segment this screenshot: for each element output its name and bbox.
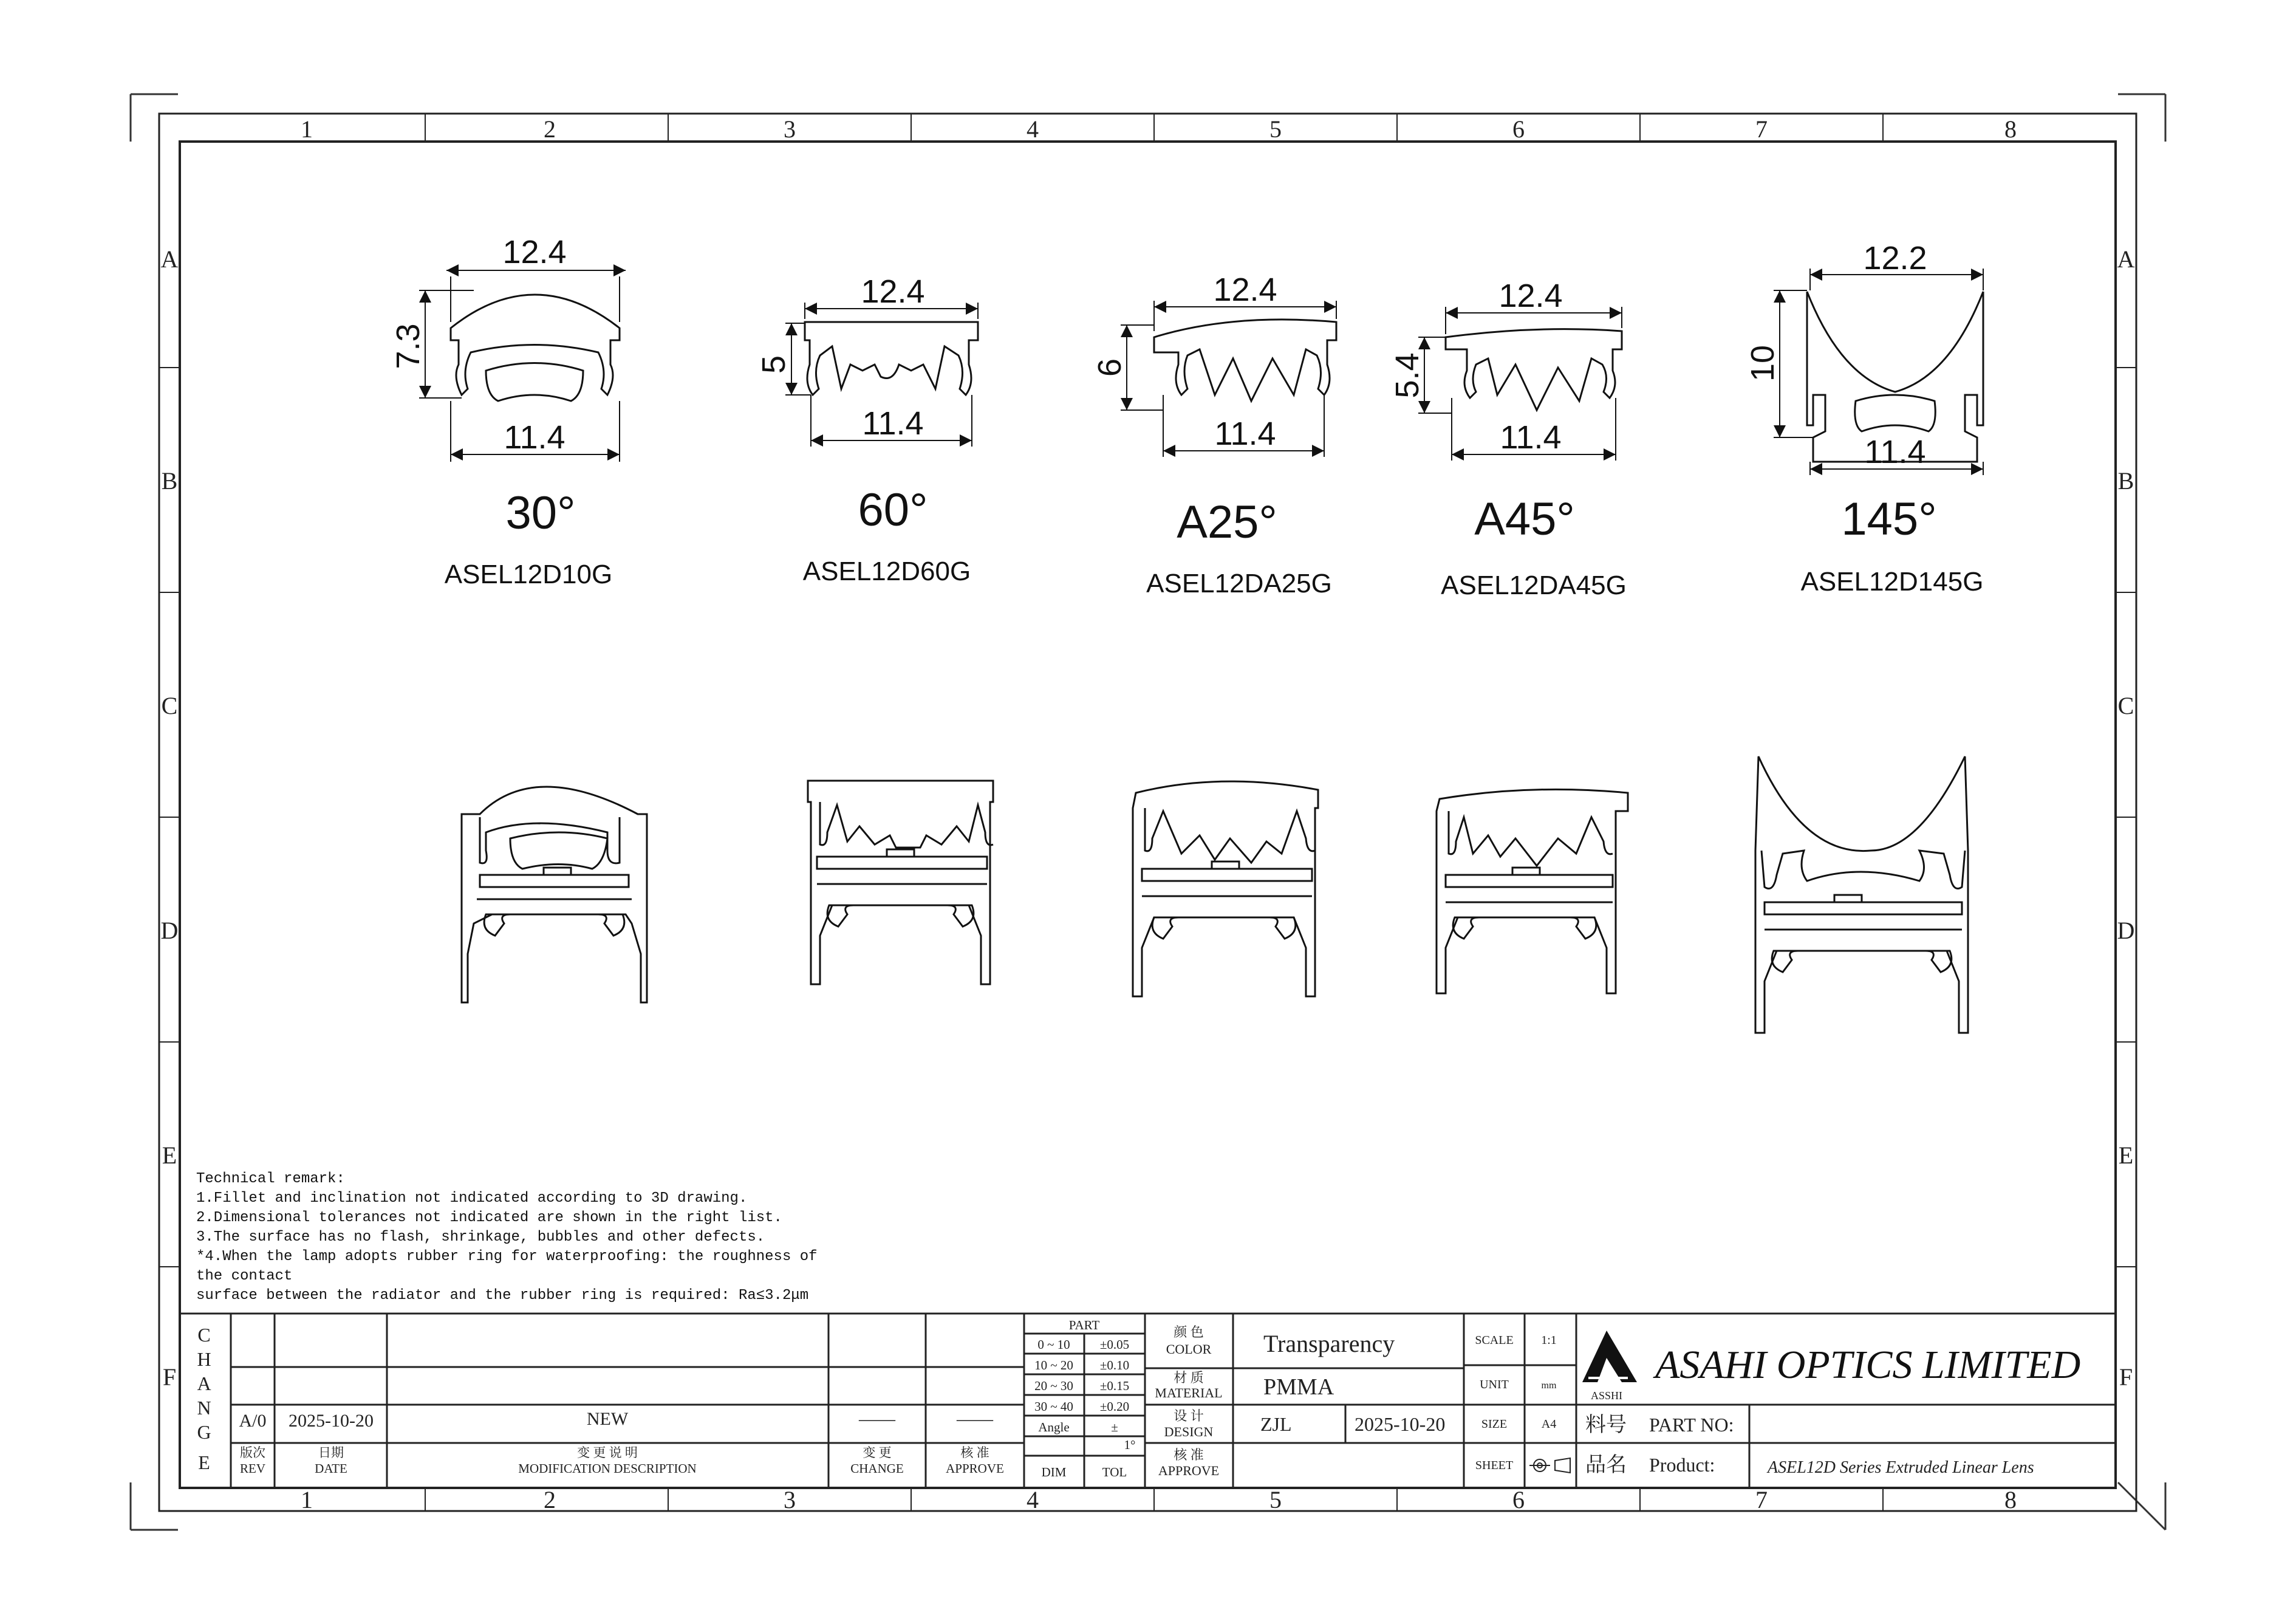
tol-range: 10 ~ 20 <box>1034 1358 1073 1372</box>
row-label: C <box>161 692 178 719</box>
col-label: 5 <box>1269 115 1282 143</box>
approve-header: APPROVE <box>946 1461 1004 1476</box>
row-ticks <box>159 368 2136 1267</box>
row-label: D <box>2117 917 2135 944</box>
approve2-label: APPROVE <box>1158 1463 1220 1478</box>
tol-header: TOL <box>1102 1465 1127 1479</box>
size-value: A4 <box>1541 1417 1557 1431</box>
part-no-label-cn: 料号 <box>1585 1414 1627 1436</box>
unit-label: UNIT <box>1480 1378 1509 1391</box>
scale-label: SCALE <box>1475 1334 1514 1347</box>
top-width-dim: 12.2 <box>1863 240 1927 276</box>
col-label: 4 <box>1027 1486 1039 1513</box>
lens-section-30 <box>451 295 620 401</box>
model-number: ASEL12DA45G <box>1441 570 1627 600</box>
model-number: ASEL12D145G <box>1800 567 1984 597</box>
angle-tol: ± <box>1111 1420 1118 1434</box>
assembly-a45deg <box>1437 789 1628 993</box>
col-label: 2 <box>544 115 556 143</box>
beam-angle-label: 30° <box>505 487 576 539</box>
material-label: MATERIAL <box>1155 1385 1223 1400</box>
date-value: 2025-10-20 <box>289 1411 374 1431</box>
remark-line: surface between the radiator and the rubber ring is required: Ra≤3.2μm <box>196 1287 809 1304</box>
projection-symbol-icon <box>1529 1458 1570 1473</box>
color-label: COLOR <box>1166 1341 1212 1357</box>
approve-value: —— <box>957 1409 993 1429</box>
remark-line: 2.Dimensional tolerances not indicated are shown in the right list. <box>196 1210 782 1226</box>
rev-value: A/0 <box>239 1411 267 1431</box>
height-dim: 5 <box>756 355 792 374</box>
tol-value: ±0.20 <box>1099 1399 1130 1414</box>
col-label: 7 <box>1755 1486 1768 1513</box>
change-letter: G <box>197 1421 211 1443</box>
col-label: 1 <box>301 1486 313 1513</box>
desc-header-cn: 变 更 说 明 <box>577 1445 638 1460</box>
size-label: SIZE <box>1481 1417 1508 1431</box>
row-label: B <box>2117 467 2134 495</box>
rev-header-cn: 版次 <box>240 1445 265 1460</box>
company-logo <box>1582 1331 1637 1402</box>
assembly-30deg <box>462 787 647 1002</box>
product-label: Product: <box>1649 1454 1715 1476</box>
angle-label: Angle <box>1038 1420 1070 1434</box>
assembly-145deg <box>1755 756 1968 1033</box>
change-letter: E <box>198 1451 210 1473</box>
scale-value: 1:1 <box>1541 1334 1557 1347</box>
col-label: 2 <box>544 1486 556 1513</box>
company-name: ASAHI OPTICS LIMITED <box>1655 1343 2081 1387</box>
part-no-label: PART NO: <box>1649 1414 1734 1436</box>
approve-header-cn: 核 准 <box>960 1445 989 1460</box>
top-width-dim: 12.4 <box>861 273 925 310</box>
col-label: 7 <box>1755 115 1768 143</box>
date-header: DATE <box>315 1461 347 1476</box>
color-value: Transparency <box>1263 1330 1395 1357</box>
row-label: A <box>2117 245 2135 273</box>
crop-marks <box>131 94 2165 1530</box>
dim-header: DIM <box>1041 1465 1067 1479</box>
col-label: 8 <box>2004 115 2017 143</box>
bottom-width-dim: 11.4 <box>1214 416 1276 452</box>
bottom-width-dim: 11.4 <box>862 405 924 442</box>
model-number: ASEL12D60G <box>802 557 971 586</box>
material-value: PMMA <box>1263 1374 1334 1400</box>
row-label: C <box>2117 692 2134 719</box>
assembly-a25deg <box>1133 781 1318 996</box>
unit-value: mm <box>1541 1380 1557 1391</box>
change-header-cn: 变 更 <box>863 1445 892 1460</box>
tol-value: ±0.15 <box>1099 1379 1130 1393</box>
bottom-width-dim: 11.4 <box>1500 419 1562 456</box>
design-date-value: 2025-10-20 <box>1355 1413 1446 1435</box>
approve2-label-cn: 核 准 <box>1174 1447 1204 1462</box>
beam-angle-label: 145° <box>1841 493 1937 545</box>
lens-section-60 <box>805 322 978 395</box>
lens-section-a45 <box>1446 329 1622 410</box>
change-value: —— <box>859 1409 895 1429</box>
top-width-dim: 12.4 <box>1213 272 1277 308</box>
row-label: F <box>2119 1363 2133 1391</box>
col-label: 5 <box>1269 1486 1282 1513</box>
tol-value: ±0.05 <box>1099 1337 1130 1352</box>
col-label: 4 <box>1027 115 1039 143</box>
remark-line: *4.When the lamp adopts rubber ring for waterproofing: the roughness of <box>196 1249 818 1265</box>
date-header-cn: 日期 <box>318 1445 344 1460</box>
height-dim: 5.4 <box>1389 352 1426 399</box>
col-label: 3 <box>784 115 796 143</box>
material-label-cn: 材 质 <box>1174 1370 1204 1385</box>
change-letter: C <box>197 1324 211 1346</box>
height-dim: 10 <box>1744 344 1781 382</box>
col-label: 3 <box>784 1486 796 1513</box>
col-label: 6 <box>1512 115 1525 143</box>
tol-value: ±0.10 <box>1099 1358 1130 1372</box>
tol-value-angle: 1° <box>1124 1437 1136 1452</box>
lens-section-a25 <box>1154 320 1336 401</box>
row-label: E <box>162 1142 177 1169</box>
change-letter: A <box>197 1372 211 1394</box>
assembly-60deg <box>808 781 993 984</box>
beam-angle-label: 60° <box>858 484 928 536</box>
tol-range: 0 ~ 10 <box>1037 1337 1070 1352</box>
logo-text: ASSHI <box>1590 1389 1623 1402</box>
change-letter: N <box>197 1397 211 1419</box>
top-width-dim: 12.4 <box>1498 278 1563 314</box>
remark-line: the contact <box>196 1268 293 1284</box>
tol-range: 20 ~ 30 <box>1034 1379 1073 1393</box>
beam-angle-label: A45° <box>1474 493 1575 545</box>
design-label: DESIGN <box>1164 1424 1214 1439</box>
row-label: F <box>162 1363 177 1391</box>
description-value: NEW <box>586 1409 629 1429</box>
design-label-cn: 设 计 <box>1174 1408 1204 1424</box>
assembly-views <box>462 756 1968 1033</box>
desc-header: MODIFICATION DESCRIPTION <box>518 1461 697 1476</box>
remarks-title: Technical remark: <box>196 1171 345 1187</box>
tol-range: 30 ~ 40 <box>1034 1399 1073 1414</box>
remark-line: 1.Fillet and inclination not indicated according to 3D drawing. <box>196 1190 748 1207</box>
product-label-cn: 品名 <box>1585 1454 1627 1476</box>
model-number: ASEL12D10G <box>444 560 613 589</box>
height-dim: 6 <box>1092 358 1128 377</box>
product-name: ASEL12D Series Extruded Linear Lens <box>1768 1458 2034 1477</box>
bottom-width-dim: 11.4 <box>504 419 565 456</box>
bottom-width-dim: 11.4 <box>1864 434 1926 470</box>
beam-angle-label: A25° <box>1177 496 1277 548</box>
model-number: ASEL12DA25G <box>1146 569 1332 598</box>
change-header: CHANGE <box>850 1461 904 1476</box>
col-label: 8 <box>2004 1486 2017 1513</box>
row-label: E <box>2118 1142 2134 1169</box>
row-label: B <box>161 467 178 495</box>
col-label: 1 <box>301 115 313 143</box>
col-label: 6 <box>1512 1486 1525 1513</box>
part-header: PART <box>1068 1318 1100 1332</box>
row-label: D <box>160 917 179 944</box>
row-label: A <box>160 245 179 273</box>
height-dim: 7.3 <box>390 323 426 369</box>
change-letter: H <box>197 1348 211 1370</box>
color-label-cn: 颜 色 <box>1174 1324 1204 1340</box>
rev-header: REV <box>240 1461 265 1476</box>
top-width-dim: 12.4 <box>502 234 567 270</box>
remark-line: 3.The surface has no flash, shrinkage, bubbles and other defects. <box>196 1229 765 1245</box>
designer-value: ZJL <box>1260 1413 1292 1435</box>
sheet-label: SHEET <box>1475 1459 1514 1472</box>
